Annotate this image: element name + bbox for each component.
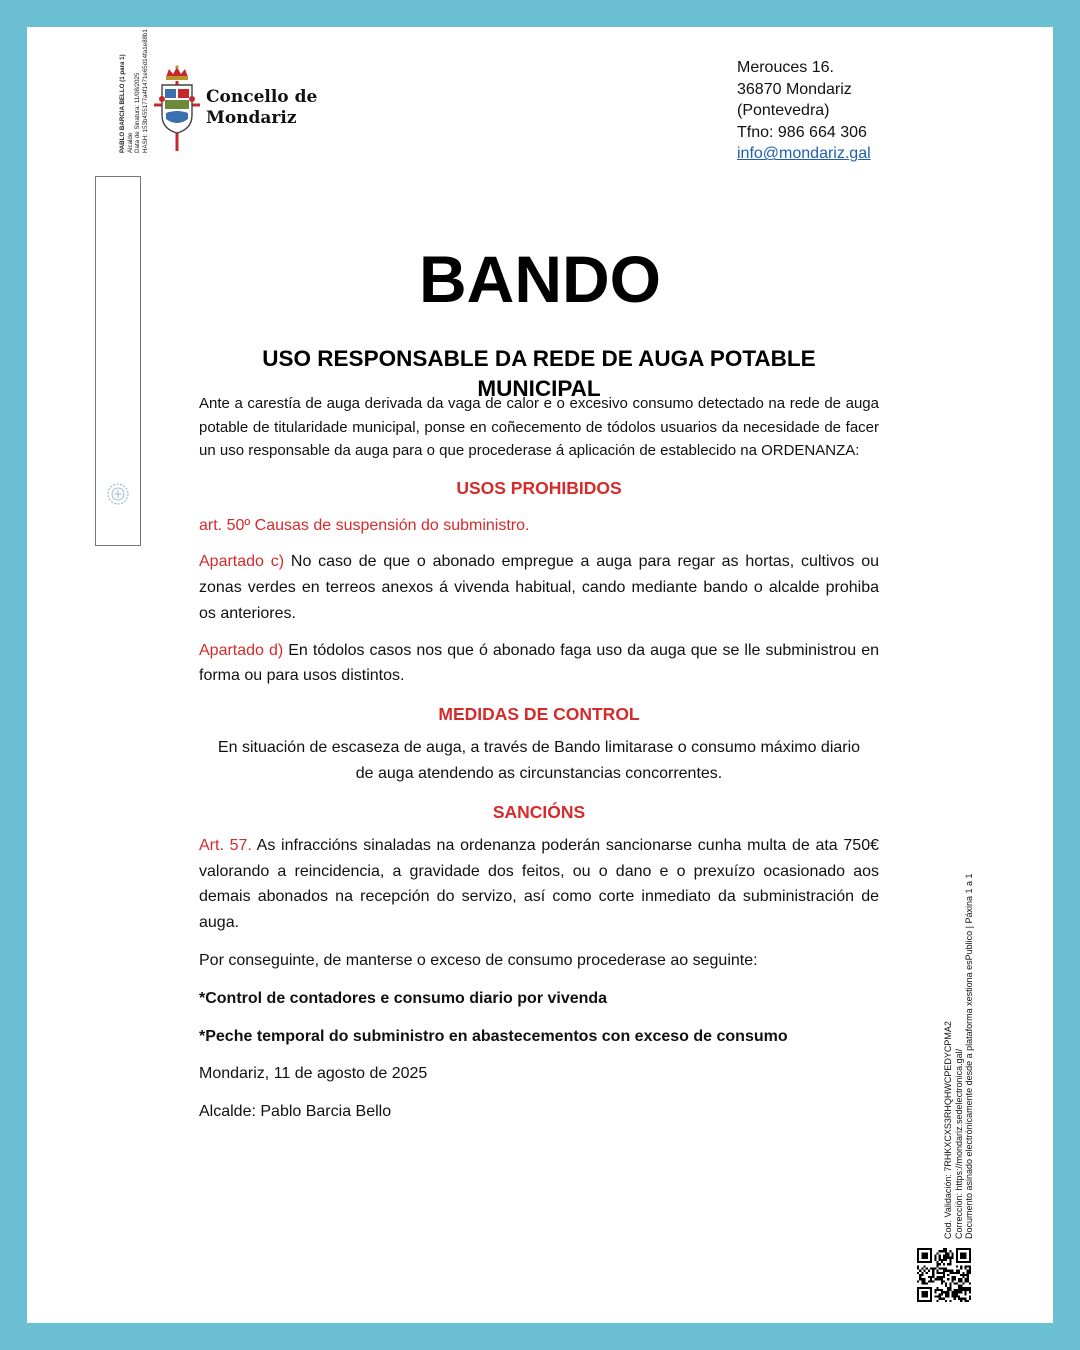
document-platform-note: Documento asinado electrónicamente desde a plataforma xestiona esPublico | Páxina 1 a 1 [964,873,975,1239]
email-link[interactable]: info@mondariz.gal [737,145,871,163]
page-title: BANDO [419,242,661,316]
article-57-text: As infraccións sinaladas na ordenanza poderán sancionarse cunha multa de ata 750€ valorando a reincidencia, a gravidade dos feitos, ou o dano e o prexuízo ocasionado aos demais abonados na recepción do servizo, así como corte inmediato da subministración de auga. [199,836,879,932]
place-date: Mondariz, 11 de agosto de 2025 [199,1065,428,1083]
control-paragraph: En situación de escaseza de auga, a través de Bando limitarase o consumo máximo diario de auga atendendo as circunstancias concorrentes. [217,739,861,783]
signature-hash: HASH: 153b455177a4f1471e65d14fa1e88b1 [141,29,149,153]
qr-code-icon [917,1248,971,1302]
logo-text-line2: Mondariz [206,108,297,128]
apartado-c-label: Apartado c) [199,553,285,571]
apartado-c-paragraph [199,549,879,626]
heading-usos-prohibidos: USOS PROHIBIDOS [456,477,622,498]
page-subtitle: USO RESPONSABLE DA REDE DE AUGA POTABLE MUNICIPAL [262,346,816,401]
heading-sancions: SANCIÓNS [492,801,586,822]
signature-text [119,27,149,153]
document-body [199,392,879,1125]
address-block [737,57,871,165]
consequence-text: Por conseguinte, de manterse o exceso de consumo procederase ao seguinte: [199,952,758,970]
article-57-paragraph [199,833,879,936]
logo-text [206,87,317,129]
document-page [27,27,1053,1323]
address-line: Merouces 16. [737,59,834,76]
address-line: (Pontevedra) [737,102,830,120]
heading-medidas-control: MEDIDAS DE CONTROL [438,704,640,725]
measure-1: *Control de contadores e consumo diario por vivenda [199,989,608,1007]
article-57-label: Art. 57. [199,836,252,854]
signature-date: Data de Sinatura: 11/08/2025 [134,72,142,153]
verification-url: Corrección: https://mondariz.sedelectronica.gal/ [953,1048,964,1239]
apartado-d-paragraph [199,638,879,690]
measure-2: *Peche temporal do subministro en abastecementos con exceso de consumo [199,1027,788,1045]
apartado-d-label: Apartado d) [199,641,284,659]
signature-seal-icon [106,482,130,506]
signature-signer: PABLO BARCIA BELLO (1 para 1) [119,54,126,153]
article-50: art. 50º Causas de suspensión do subministro. [199,516,530,534]
apartado-c-text: No caso de que o abonado empregue a auga para regar as hortas, cultivos ou zonas verdes en terreos anexos á vivenda habitual, cando mediante bando o alcalde prohiba os anteriores. [199,553,879,622]
address-line: 36870 Mondariz [737,80,852,98]
signer-line: Alcalde: Pablo Barcia Bello [199,1103,392,1121]
intro-paragraph: Ante a carestía de auga derivada da vaga de calor e o excesivo consumo detectado na rede de auga potable de titularidade municipal, ponse en coñecemento de tódolos usuarios da necesidade de facer un uso responsable da auga para o que procederase á aplicación de establecido na ORDENANZA: [199,395,879,459]
signature-role: Alcalde [126,132,134,153]
validation-footer [943,839,975,1239]
validation-code: Cod. Validación: 7RHKXCXS3RHQHWCPEDYCPMA2 [943,1021,953,1239]
apartado-d-text: En tódolos casos nos que ó abonado faga uso da auga que se lle subministrou en forma ou para usos distintos. [199,641,880,685]
logo-text-line1: Concello de [206,87,318,107]
phone-line: Tfno: 986 664 306 [737,123,867,141]
